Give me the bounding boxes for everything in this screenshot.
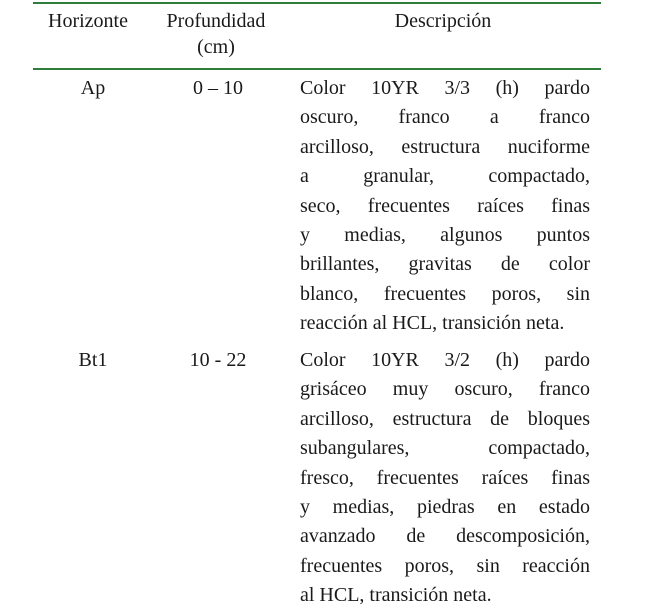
description-line: subangulares, compactado, [300,437,590,460]
header-profundidad-unit: (cm) [197,36,235,58]
cell-profundidad: 0 – 10 [193,77,243,99]
description-line: y medias, piedras en estado [300,495,590,518]
cell-descripcion [300,74,590,339]
description-line: grisáceo muy oscuro, franco [300,378,590,401]
description-line: blanco, frecuentes poros, sin [300,282,590,305]
description-line: a granular, compactado, [300,165,590,188]
description-line: brillantes, gravitas de color [300,253,590,276]
header-horizonte: Horizonte [48,10,128,32]
description-line: oscuro, franco a franco [300,106,590,129]
description-line: seco, frecuentes raíces finas [300,194,590,217]
cell-descripcion [300,346,590,611]
description-line: Color 10YR 3/2 (h) pardo [300,349,590,371]
description-line: avanzado de descomposición, [300,525,590,548]
description-line: fresco, frecuentes raíces finas [300,466,590,489]
description-line: y medias, algunos puntos [300,223,590,246]
header-profundidad [151,8,281,60]
header-rule [33,68,601,70]
cell-horizonte: Bt1 [78,349,108,371]
header-descripcion: Descripción [394,10,492,32]
description-line: arcilloso, estructura nuciforme [300,135,590,158]
description-line: frecuentes poros, sin reacción [300,554,590,577]
description-line: Color 10YR 3/3 (h) pardo [300,77,590,99]
description-line: reacción al HCL, transición neta. [300,312,565,335]
description-line: arcilloso, estructura de bloques [300,407,590,430]
cell-horizonte: Ap [80,77,106,99]
header-profundidad-label: Profundidad [166,10,266,32]
cell-profundidad: 10 - 22 [189,349,247,371]
table-top-rule [33,2,601,4]
description-line: al HCL, transición neta. [300,584,492,607]
